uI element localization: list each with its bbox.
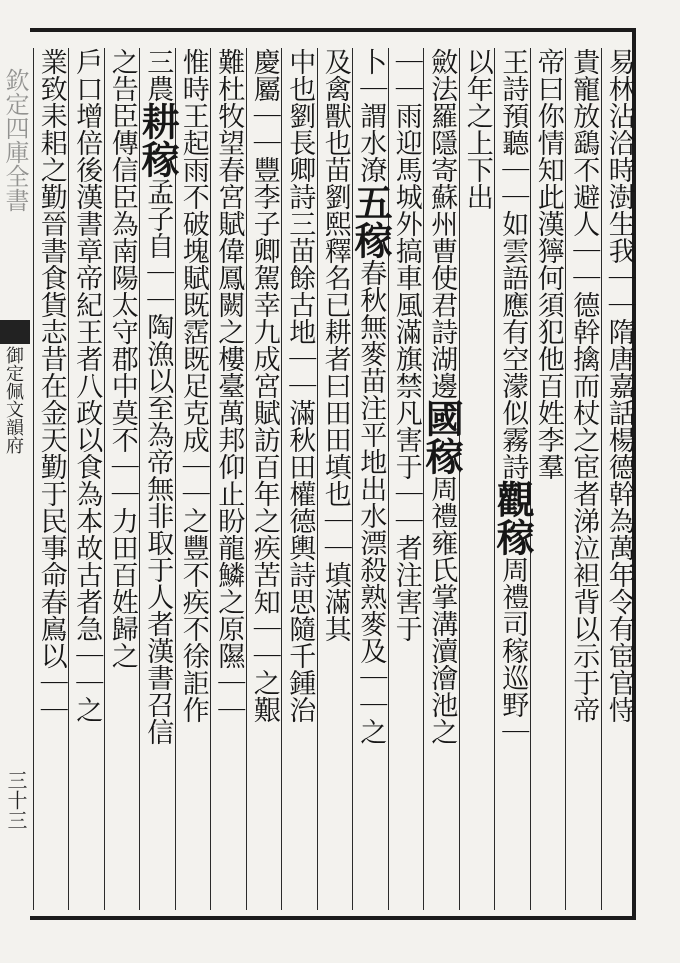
text-segment: 及禽獸也	[319, 48, 351, 156]
page-number: 三十三	[4, 770, 28, 830]
text-segment: 孟子自｜｜陶漁以至為帝無非取于人者漢書召信	[142, 178, 174, 745]
text-segment: 苗劉熙釋名已耕者曰田田填也｜｜填滿其	[319, 156, 351, 642]
fold-marker	[0, 320, 30, 344]
text-segment: 難杜牧望春宮賦偉鳳闕之樓臺萬邦仰止盼龍鱗之原隰｜｜	[213, 48, 245, 723]
text-segment: 三農	[142, 48, 174, 102]
text-segment: 周禮司稼巡野｜	[497, 556, 529, 745]
text-column	[388, 48, 424, 910]
text-segment: 業致耒耜之勤晉書食貨志昔在金天勤于民事命春鳸以｜｜	[35, 48, 67, 723]
text-column	[33, 48, 69, 910]
text-segment: 斂法羅隱寄蘇州曹使君詩湖邊	[426, 48, 458, 399]
text-column	[459, 48, 495, 910]
text-segment: 慶屬｜｜豐李子卿駕幸九成宮賦訪百年之疾苦知｜｜之艱	[248, 48, 280, 723]
entry-heading: 觀稼	[490, 480, 536, 556]
text-segment: 惟時王起雨不破塊賦既霑既足克成｜｜之豐不疾不徐詎作	[177, 48, 209, 723]
text-column	[135, 48, 181, 910]
text-column	[317, 48, 353, 910]
text-column	[246, 48, 282, 910]
text-segment: 帝曰你情知此漢獰何須犯他百姓李羣	[532, 48, 564, 480]
text-segment: 臣傳信臣為南陽太守郡中莫不｜｜力田百姓歸之	[106, 102, 138, 669]
text-segment: ｜｜雨迎馬城外搞車風滿旗	[390, 48, 422, 372]
text-segment: 周禮雍氏掌溝瀆澮池之	[426, 475, 458, 745]
entry-heading: 國稼	[419, 399, 465, 475]
text-segment: 中也劉長卿詩三苗餘古地｜｜滿秋田權德輿詩思隨千鍾治	[284, 48, 316, 723]
text-segment: 戶口增倍後漢書章帝紀王者八政以食為本故古者急｜｜之	[71, 48, 103, 723]
text-segment: 以年之上下出	[461, 48, 493, 210]
text-column	[281, 48, 317, 910]
text-column	[104, 48, 140, 910]
text-column	[530, 48, 566, 910]
text-segment: 春秋無麥苗注平地出水漂殺熟麥及｜｜之	[355, 259, 387, 745]
text-segment: 貴寵放鷂不避人｜｜德幹擒而杖之宦者涕泣袒背以示于帝	[568, 48, 600, 723]
text-segment: 卜｜謂水潦	[355, 48, 387, 183]
text-column	[348, 48, 394, 910]
page-margin	[0, 28, 30, 920]
text-segment: 禁凡害于｜｜者注害于	[390, 372, 422, 642]
entry-heading: 五稼	[348, 183, 394, 259]
text-column	[490, 48, 536, 910]
book-title: 御定佩文韻府	[3, 346, 24, 454]
text-segment: 易林沾洽時澍生我｜｜隋唐嘉話楊德幹為萬年令有宦官恃	[603, 48, 635, 723]
text-segment: 之告	[106, 48, 138, 102]
text-column	[210, 48, 246, 910]
text-segment: 王詩預聽｜｜如雲語應有空濛似霧詩	[497, 48, 529, 480]
text-column	[565, 48, 601, 910]
entry-heading: 耕稼	[135, 102, 181, 178]
text-column	[601, 48, 637, 910]
library-title: 欽定四庫全書	[1, 68, 29, 212]
text-column	[419, 48, 465, 910]
text-column	[68, 48, 104, 910]
